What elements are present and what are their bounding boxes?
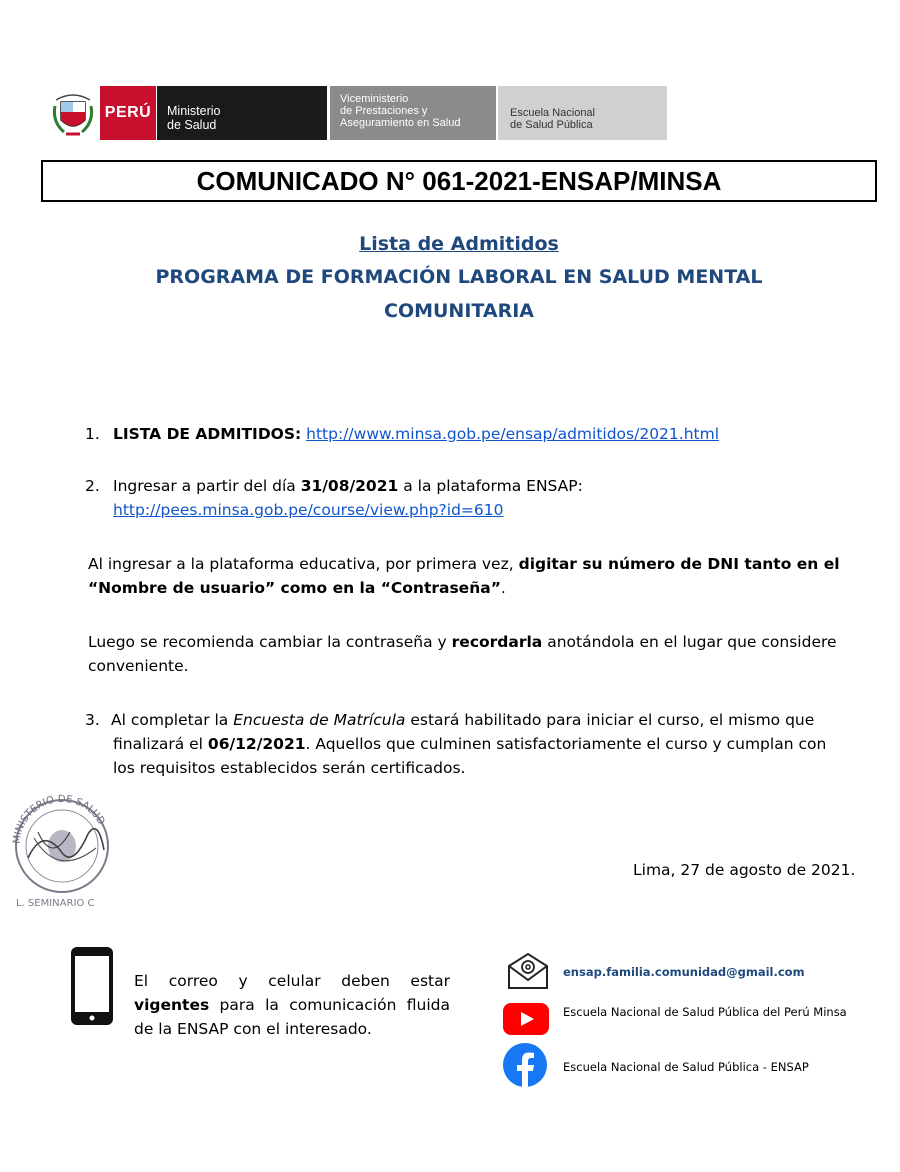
youtube-icon bbox=[503, 1003, 549, 1035]
phone-icon bbox=[70, 946, 114, 1026]
item-2-line-2 bbox=[113, 498, 504, 522]
official-seal-stamp bbox=[8, 788, 116, 912]
vice-line-3: Aseguramiento en Salud bbox=[340, 117, 461, 129]
paragraph-1-bold-1: digitar su número de DNI tanto en el bbox=[518, 555, 840, 573]
paragraph-1-bold-2: “Nombre de usuario” como en la “Contraseña” bbox=[88, 579, 501, 597]
admitted-list-link[interactable]: http://www.minsa.gob.pe/ensap/admitidos/2021.html bbox=[306, 425, 720, 443]
item-1-label: LISTA DE ADMITIDOS: bbox=[113, 425, 302, 443]
country-label: PERÚ bbox=[104, 104, 152, 121]
document-title bbox=[41, 160, 877, 202]
school-line-2: de Salud Pública bbox=[510, 119, 593, 131]
paragraph-1-line-1 bbox=[88, 552, 840, 576]
facebook-icon bbox=[502, 1042, 548, 1088]
school-line-1: Escuela Nacional bbox=[510, 107, 595, 119]
paragraph-2-text-a: Luego se recomienda cambiar la contraseña y bbox=[88, 633, 452, 651]
item-3-line-1 bbox=[111, 708, 814, 732]
contact-note bbox=[134, 969, 450, 1041]
item-1 bbox=[113, 422, 719, 446]
platform-link[interactable]: http://pees.minsa.gob.pe/course/view.php?id=610 bbox=[113, 501, 504, 519]
facebook-page[interactable]: Escuela Nacional de Salud Pública - ENSAP bbox=[563, 1060, 809, 1074]
item-2-line-1 bbox=[113, 474, 583, 498]
item-3-text-c: finalizará el bbox=[113, 735, 208, 753]
paragraph-1-text: Al ingresar a la plataforma educativa, por primera vez, bbox=[88, 555, 519, 573]
contact-note-text-b: para la comunicación fluida de la ENSAP con el interesado. bbox=[134, 996, 450, 1038]
document-title-text: COMUNICADO N° 061-2021-ENSAP/MINSA bbox=[196, 165, 722, 196]
email-address[interactable]: ensap.familia.comunidad@gmail.com bbox=[563, 965, 805, 979]
school-logo bbox=[498, 86, 667, 140]
paragraph-2-line-1 bbox=[88, 630, 837, 654]
peru-coat-of-arms-icon bbox=[52, 88, 94, 138]
ministry-logo bbox=[157, 86, 327, 140]
item-2-number: 2. bbox=[85, 477, 100, 495]
item-3-text-a: Al completar la bbox=[111, 711, 234, 729]
ministry-line-2: de Salud bbox=[167, 118, 217, 132]
paragraph-2-line-2: conveniente. bbox=[88, 657, 189, 675]
vice-line-1: Viceministerio bbox=[340, 93, 409, 105]
list-heading: Lista de Admitidos bbox=[359, 233, 559, 255]
program-heading-line-2: COMUNITARIA bbox=[384, 300, 534, 322]
item-3-text-b: estará habilitado para iniciar el curso, el mismo que bbox=[405, 711, 815, 729]
contact-note-text-a: El correo y celular deben estar bbox=[134, 972, 450, 990]
paragraph-2-bold: recordarla bbox=[451, 633, 543, 651]
date-line: Lima, 27 de agosto de 2021. bbox=[633, 861, 856, 879]
item-3-italic: Encuesta de Matrícula bbox=[233, 711, 406, 729]
contact-note-bold: vigentes bbox=[134, 996, 210, 1014]
seal-top-text: MINISTERIO DE SALUD bbox=[11, 793, 107, 845]
item-1-number: 1. bbox=[85, 425, 100, 443]
program-heading-line-1: PROGRAMA DE FORMACIÓN LABORAL EN SALUD MENTAL bbox=[155, 266, 763, 288]
email-icon bbox=[506, 950, 550, 990]
ministry-line-1: Ministerio bbox=[167, 104, 221, 118]
paragraph-1-line-2 bbox=[88, 576, 506, 600]
youtube-channel[interactable]: Escuela Nacional de Salud Pública del Perú Minsa bbox=[563, 1005, 847, 1019]
vice-line-2: de Prestaciones y bbox=[340, 105, 428, 117]
item-3-number: 3. bbox=[85, 711, 100, 729]
item-2-date: 31/08/2021 bbox=[300, 477, 399, 495]
paragraph-1-end: . bbox=[500, 579, 506, 597]
paragraph-2-text-b: anotándola en el lugar que considere bbox=[542, 633, 837, 651]
item-2-text-b: a la plataforma ENSAP: bbox=[398, 477, 583, 495]
viceministry-logo bbox=[330, 86, 496, 140]
item-3-line-2 bbox=[113, 732, 826, 756]
item-2-text-a: Ingresar a partir del día bbox=[113, 477, 301, 495]
item-3-text-d: . Aquellos que culminen satisfactoriamente el curso y cumplan con bbox=[305, 735, 827, 753]
seal-bottom-text: L. SEMINARIO C bbox=[16, 898, 95, 909]
peru-logo bbox=[100, 86, 156, 140]
item-3-date: 06/12/2021 bbox=[207, 735, 306, 753]
item-3-line-3: los requisitos establecidos serán certificados. bbox=[113, 759, 466, 777]
